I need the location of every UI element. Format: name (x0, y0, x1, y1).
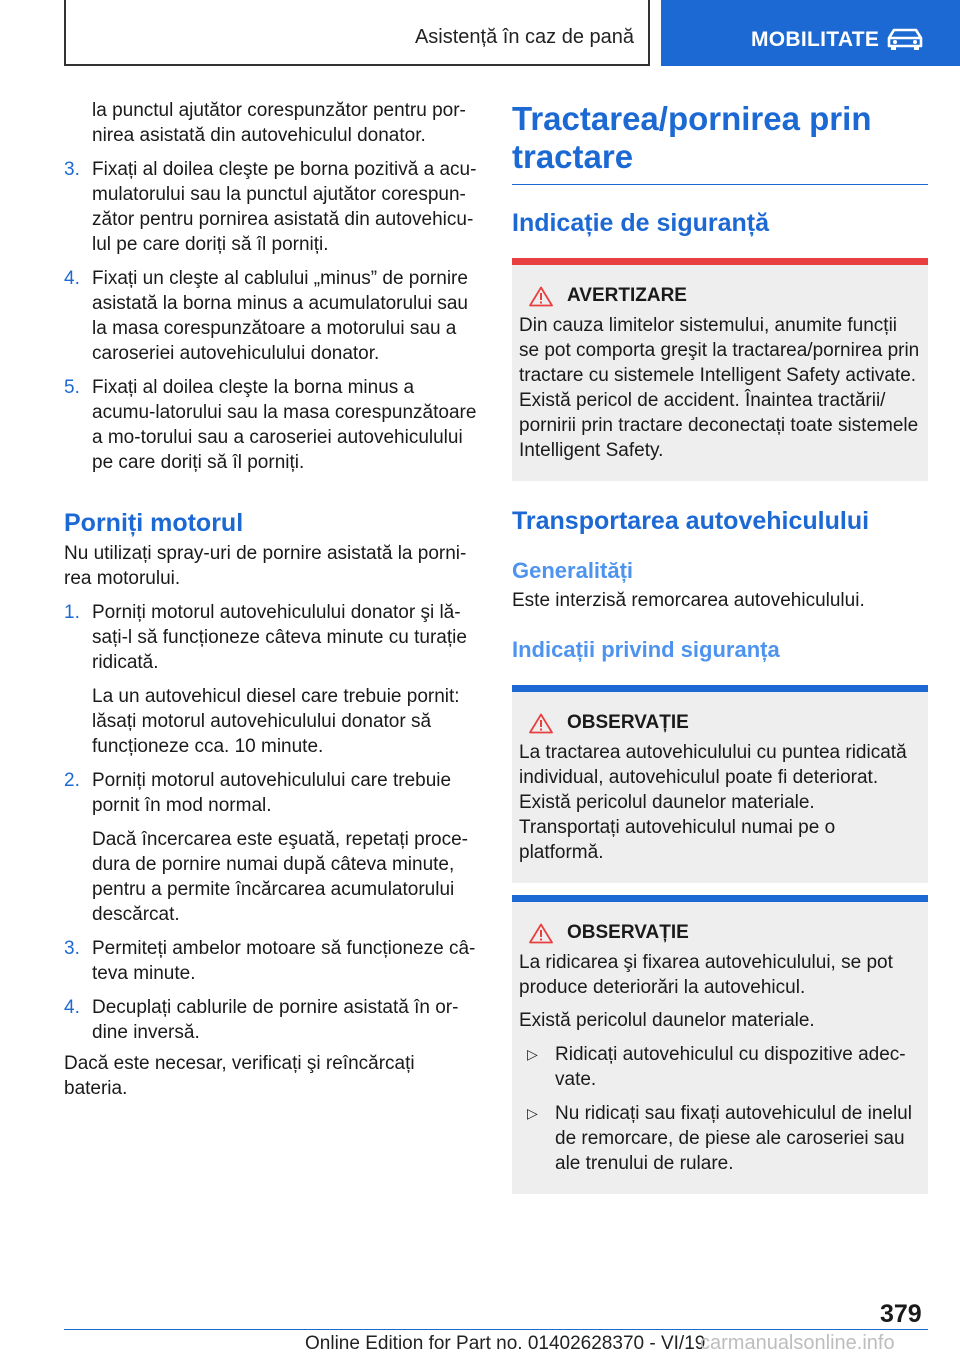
towing-title: Tractarea/pornirea prin tractare (512, 100, 872, 175)
warning-triangle-icon (529, 923, 553, 944)
warning-bar (512, 258, 928, 265)
notice-box-1 (512, 685, 928, 883)
notice-bar (512, 895, 928, 902)
step-number: 4. (64, 997, 80, 1018)
general-heading: Generalități (512, 558, 634, 583)
chapter-tab (661, 0, 960, 66)
page-number: 379 (880, 1300, 922, 1328)
start-step-2 (64, 768, 480, 927)
step-number: 4. (64, 268, 80, 289)
warning-text: Din cauza limitelor sistemului, anumite funcții se pot comporta greşit la tractarea/pornirea prin tractare cu sistemele Intelligent Safety activate. Există pericol de accident. Înaintea tractării/ pornirii prin tractare deconectați toate sistemele Intelligent Safety. (519, 315, 920, 461)
bullet-triangle-icon: ▷ (527, 1105, 538, 1121)
bullet-text: Ridicați autovehiculul cu dispozitive adec-vate. (555, 1044, 906, 1090)
safety-heading: Indicație de siguranță (512, 209, 770, 237)
step-number: 2. (64, 770, 80, 791)
step-number: 1. (64, 602, 80, 623)
step-5 (64, 375, 480, 475)
start-step-4 (64, 995, 480, 1045)
warning-box (512, 258, 928, 481)
notice-text: Există pericolul daunelor materiale. (519, 1010, 815, 1031)
notice-text: La ridicarea şi fixarea autovehiculului, se pot produce deteriorări la autovehicul. (519, 952, 893, 998)
title-rule (512, 184, 928, 185)
step-text: Porniți motorul autovehiculului donator şi lă-sați-l să funcționeze câteva minute cu turație ridicată. (92, 602, 467, 673)
warning-triangle-icon (529, 713, 553, 734)
step-4 (64, 266, 480, 366)
transport-heading: Transportarea autovehiculului (512, 507, 870, 535)
section-title: Asistență în caz de pană (414, 26, 634, 48)
step-number: 3. (64, 159, 80, 180)
notice-bullet (519, 1101, 920, 1176)
header-section-box (64, 0, 650, 66)
warning-label: AVERTIZARE (567, 285, 687, 306)
general-text: Este interzisă remorcarea autovehiculului. (512, 590, 865, 611)
notice-bullet (519, 1042, 920, 1092)
car-icon (886, 28, 924, 50)
continued-text: la punctul ajutător corespunzător pentru por-nirea asistată din autovehiculul donator. (92, 100, 466, 146)
start-step-1 (64, 600, 480, 759)
start-step-3 (64, 936, 480, 986)
step-text: Decuplați cablurile de pornire asistată în or-dine inversă. (92, 997, 459, 1043)
right-column (512, 100, 928, 1194)
start-engine-heading: Porniți motorul (64, 509, 244, 537)
start-engine-intro: Nu utilizați spray-uri de pornire asistată la porni-rea motorului. (64, 543, 467, 589)
step-text: Fixați un cleşte al cablului „minus” de pornire asistată la borna minus a acumulatorului sau la masa corespunzătoare a motorului sau a caroseriei autovehiculului donator. (92, 268, 468, 364)
notice-label: OBSERVAȚIE (567, 712, 689, 733)
notice-box-2 (512, 895, 928, 1194)
warning-triangle-icon (529, 286, 553, 307)
step-number: 5. (64, 377, 80, 398)
notice-text: La tractarea autovehiculului cu puntea ridicată individual, autovehiculul poate fi deteriorat. Există pericolul daunelor materiale. Transportați autovehiculul numai pe o platformă. (519, 742, 907, 863)
chapter-title: MOBILITATE (751, 28, 880, 51)
footer-rule (64, 1329, 928, 1330)
step-text: Porniți motorul autovehiculului care trebuie pornit în mod normal. (92, 770, 452, 816)
closing-text: Dacă este necesar, verificați şi reîncărcați bateria. (64, 1053, 415, 1099)
step-3 (64, 157, 480, 257)
notice-label: OBSERVAȚIE (567, 922, 689, 943)
step-text: Fixați al doilea cleşte pe borna pozitivă a acu-mulatorului sau la punctul ajutător corespun-zător pentru pornirea asistată din autovehicu-lul pe care doriți să îl porniți. (92, 159, 477, 255)
left-column (64, 98, 480, 1101)
step-text: Permiteți ambelor motoare să funcționeze câ-teva minute. (92, 938, 476, 984)
safety-notes-heading: Indicații privind siguranța (512, 637, 780, 662)
step-extra-text: La un autovehicul diesel care trebuie pornit: lăsați motorul autovehiculului donator să funcționeze cca. 10 minute. (92, 686, 460, 757)
step-extra-text: Dacă încercarea este eşuată, repetați proce-dura de pornire numai după câteva minute, pentru a permite încărcarea acumulatorului descărcat. (92, 829, 468, 925)
edition-text: Online Edition for Part no. 01402628370 - VI/19 (305, 1333, 706, 1354)
step-text: Fixați al doilea cleşte la borna minus a acumu-latorului sau la masa corespunzătoare a mo-torului sau a caroseriei autovehiculului pe care doriți să îl porniți. (92, 377, 477, 473)
bullet-text: Nu ridicați sau fixați autovehiculul de inelul de remorcare, de piese ale caroseriei sau ale trenului de rulare. (555, 1103, 912, 1174)
bullet-triangle-icon: ▷ (527, 1046, 538, 1062)
watermark: carmanualsonline.info (700, 1332, 895, 1354)
notice-bar (512, 685, 928, 692)
step-number: 3. (64, 938, 80, 959)
